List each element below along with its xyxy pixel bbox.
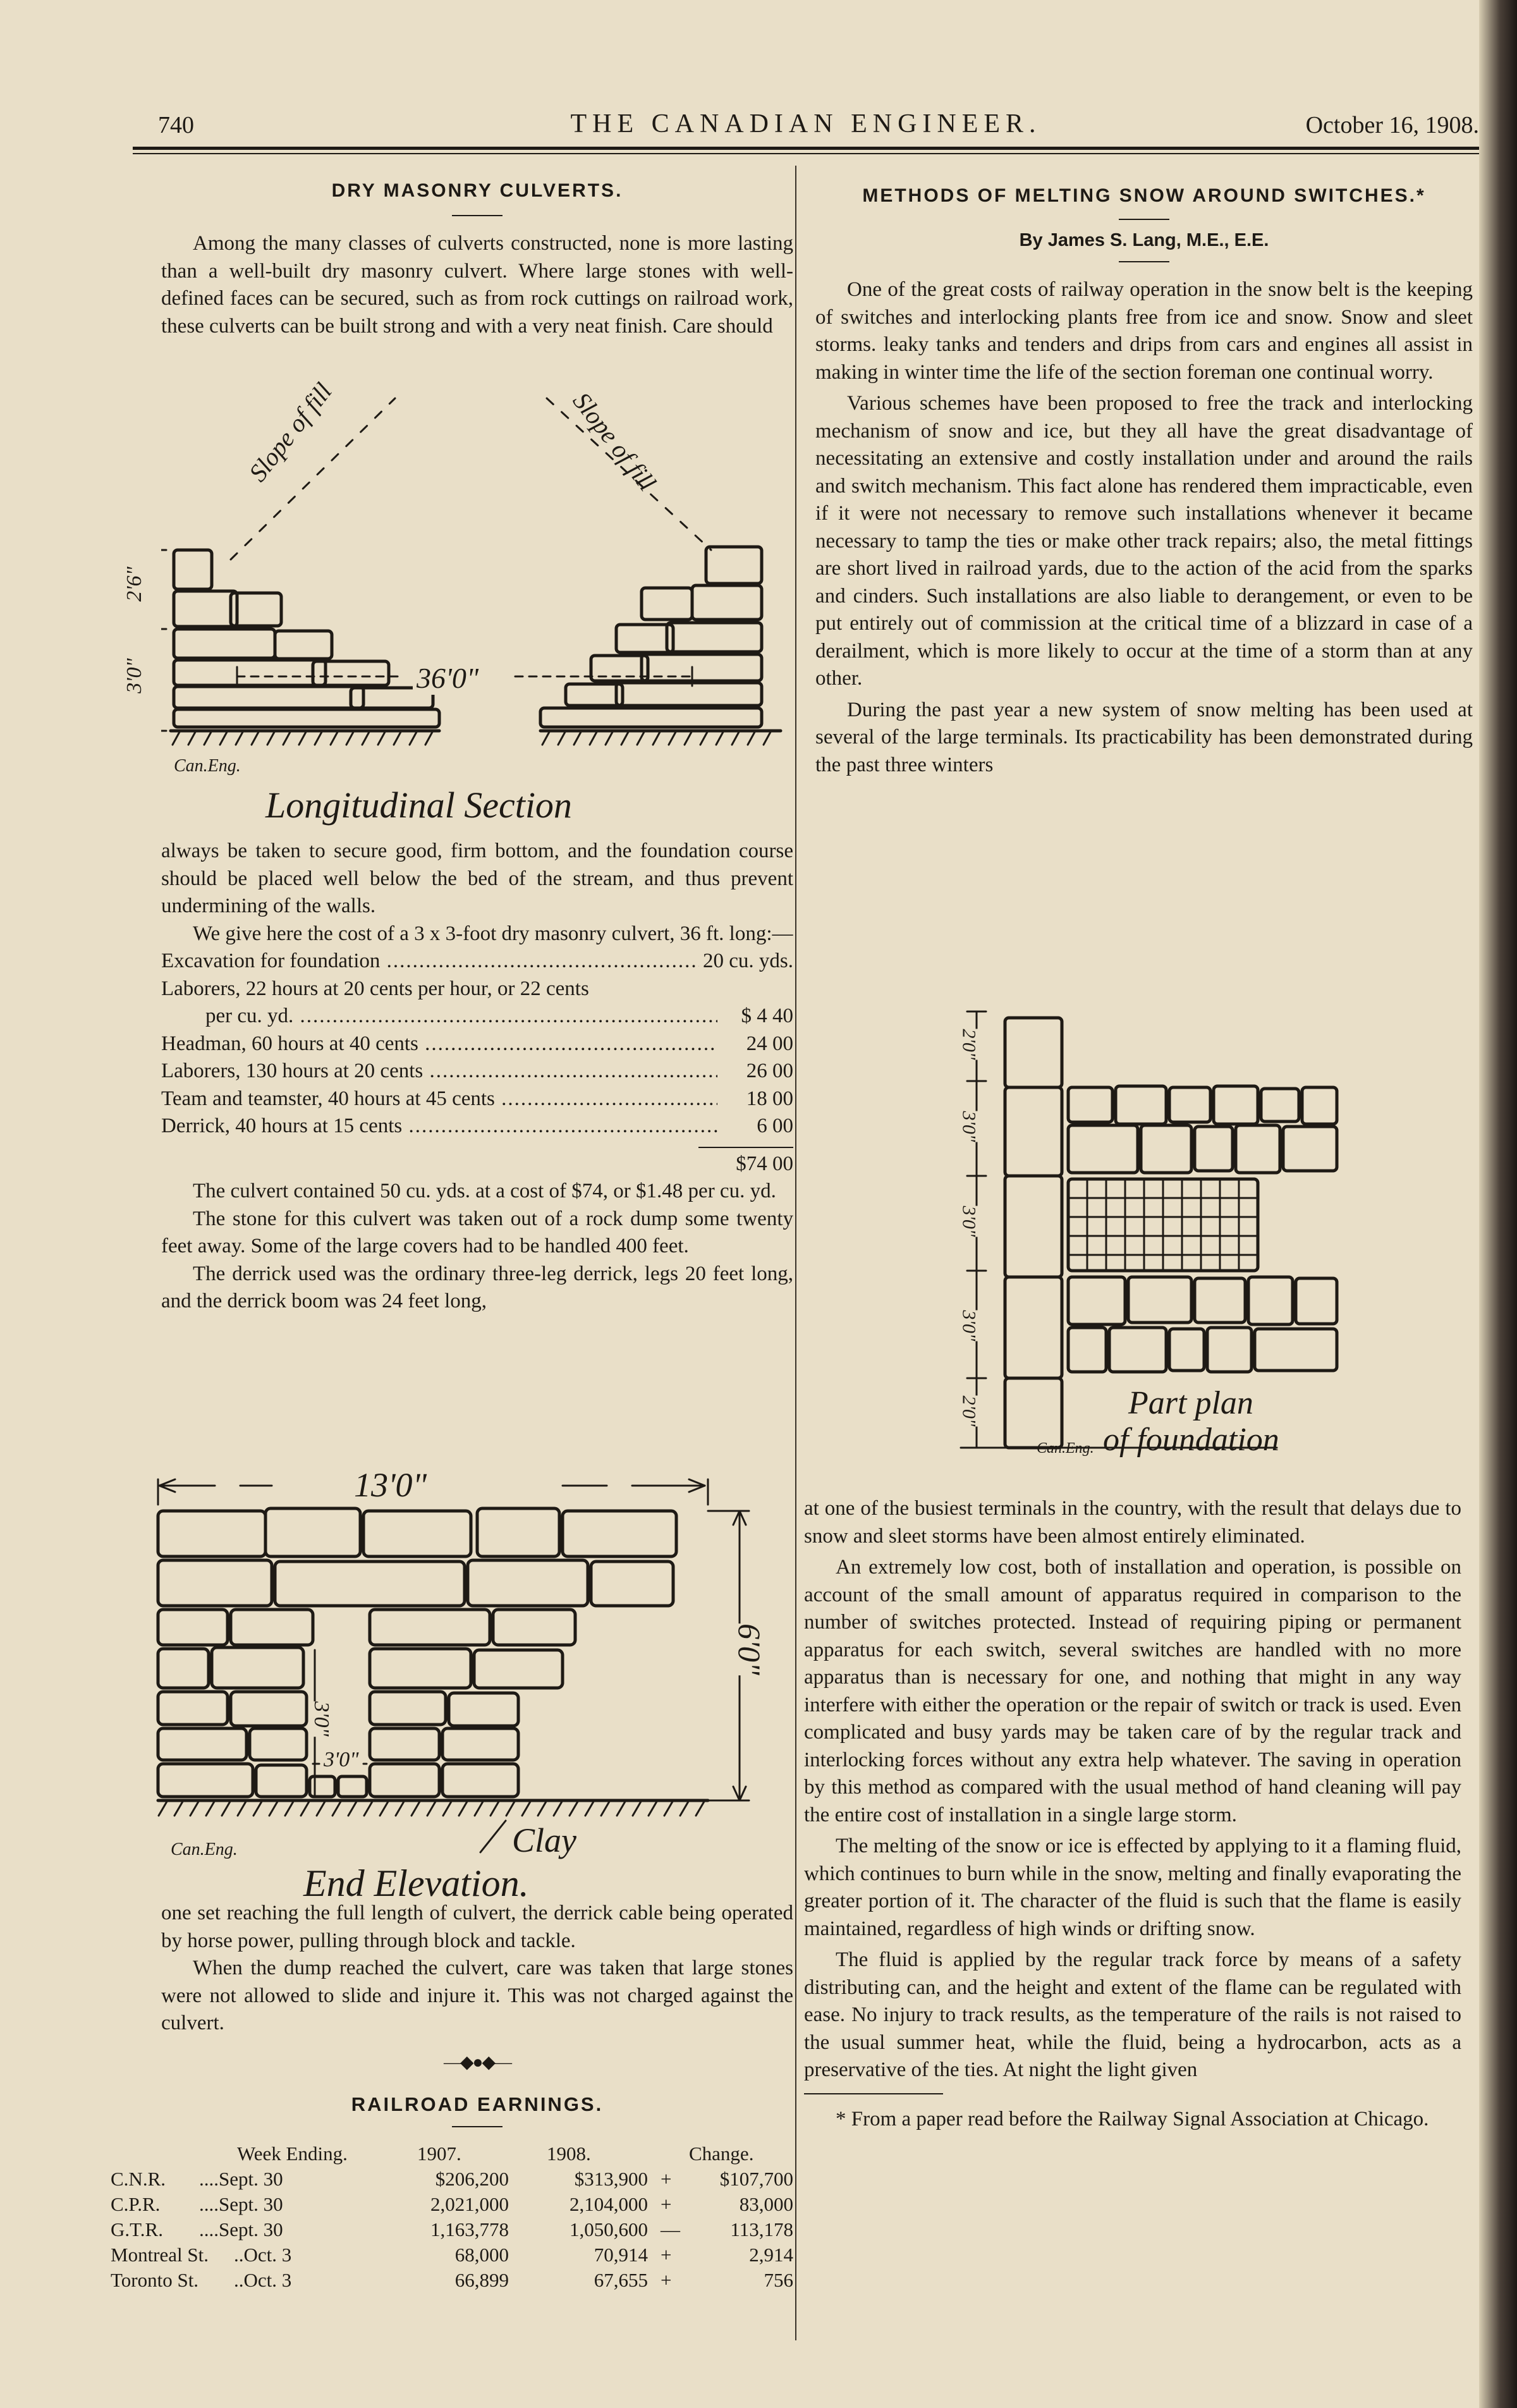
- dim-height-upper: 2'6": [122, 566, 146, 602]
- heading-rule: [452, 2126, 503, 2127]
- cost-row: per cu. yd. ..... $ 4 40: [161, 1003, 793, 1030]
- article-heading-snow: METHODS OF MELTING SNOW AROUND SWITCHES.*: [862, 185, 1426, 206]
- dim-plan-2: 3'0": [958, 1111, 980, 1142]
- figure-end-elevation: [152, 1467, 784, 1909]
- snow-paragraph-1: One of the great costs of railway operation in the snow belt is the keeping of switches and interlocking plants free from ice and snow. Snow and sleet storms. leaky tanks and tenders and drips from cars and engines all assist in making in winter time the life of the section foreman one continual worry.: [815, 278, 1473, 384]
- dim-height: 6'0": [731, 1623, 767, 1675]
- figure-credit-2: Can.Eng.: [171, 1840, 238, 1859]
- dim-plan-5: 2'0": [958, 1395, 980, 1427]
- running-header: [133, 106, 1479, 144]
- culverts-paragraph-7: one set reaching the full length of culvert, the derrick cable being operated by horse power, pulling through block and tackle.: [161, 1902, 793, 1952]
- earnings-header-row: [161, 2141, 793, 2167]
- total-rule: [698, 1147, 793, 1148]
- col-header-change: Change.: [689, 2142, 754, 2165]
- figure-credit-3: Can.Eng.: [1037, 1440, 1094, 1457]
- article-heading-culverts: DRY MASONRY CULVERTS.: [331, 180, 623, 201]
- page-number: 740: [158, 112, 194, 138]
- header-rule: [133, 147, 1479, 150]
- cost-row: Laborers, 22 hours at 20 cents per hour, or 22 cents: [161, 977, 589, 1000]
- dim-opening-width: 3'0": [321, 1748, 362, 1772]
- right-column-top: [815, 183, 1473, 779]
- table-row: Toronto St. ..Oct. 3 66,899 67,655 + 756: [111, 2268, 793, 2291]
- snow-paragraph-4: at one of the busiest terminals in the country, with the result that delays due to snow and sleet storms have been almost entirely eliminated.: [804, 1497, 1461, 1548]
- header-rule-thin: [133, 153, 1479, 154]
- figure-caption-end-elevation: End Elevation.: [303, 1862, 529, 1904]
- col-header-1908: 1908.: [547, 2142, 591, 2165]
- figure-credit: Can.Eng.: [174, 756, 241, 776]
- snow-paragraph-5: An extremely low cost, both of installation and operation, is possible on account of the small amount of apparatus required in comparison to the number of switches protected. Instead of requiring piping or permanent apparatus for each switch, several switches are handled with no more apparatus than is necessary for one, and nothing that might in any way interfere with either the operation or the repair of switch or track is used. Even complicated and busy yards may be taken care of by the regular track and interlocking forces without any extra help whatever. The saving in operation by this method as compared with the usual method of hand cleaning will pay the entire cost of installation in a single large storm.: [804, 1556, 1461, 1826]
- cost-total: $74 00: [736, 1152, 793, 1175]
- article-heading-earnings: RAILROAD EARNINGS.: [351, 2093, 604, 2115]
- culverts-paragraph-1: Among the many classes of culverts constructed, none is more lasting than a well-built dry masonry culvert. Where large stones with well-defined faces can be secured, such as from rock cuttings on railroad work, these culverts can be built strong and with a very neat finish. Care should: [161, 232, 793, 338]
- culverts-paragraph-6: The derrick used was the ordinary three-leg derrick, legs 20 feet long, and the derrick boom was 24 feet long,: [161, 1262, 793, 1312]
- snow-paragraph-6: The melting of the snow or ice is effected by applying to it a flaming fluid, which continues to burn while in the snow, melting and finally evaporating the greater portion of it. The character of the fluid is such that the flame is easily maintained, regardless of high winds or drifting snow.: [804, 1835, 1461, 1940]
- slope-label-left: Slope of fill: [243, 377, 338, 487]
- figure-caption-longitudinal: Longitudinal Section: [265, 785, 572, 826]
- snow-paragraph-7: The fluid is applied by the regular track force by means of a safety distributing can, and the height and extent of the flame can be regulated with ease. No injury to track results, as the temperature of the rails is not raised to the usual summer heat, while the fluid, being a hydrocarbon, acts as a preservative of the ties. At night the light given: [804, 1948, 1461, 2081]
- cost-row: Derrick, 40 hours at 15 cents ..... 6 00: [161, 1113, 793, 1140]
- culverts-paragraph-2: always be taken to secure good, firm bottom, and the foundation course should be placed well below the bed of the stream, and thus prevent undermining of the walls.: [161, 840, 793, 917]
- dim-plan-1: 2'0": [958, 1029, 980, 1060]
- left-column-middle: [161, 838, 793, 1316]
- table-row: C.N.R. ....Sept. 30 $206,200 $313,900 + $107,700: [111, 2167, 793, 2190]
- culverts-paragraph-3: We give here the cost of a 3 x 3-foot dry masonry culvert, 36 ft. long:—: [193, 922, 793, 945]
- issue-date: October 16, 1908.: [1305, 112, 1479, 138]
- figure-caption-part-plan-1: Part plan: [1128, 1385, 1253, 1421]
- table-row: C.P.R. ....Sept. 30 2,021,000 2,104,000 + 83,000: [111, 2192, 793, 2215]
- table-row: G.T.R. ....Sept. 30 1,163,778 1,050,600 — 113,178: [111, 2218, 793, 2240]
- culverts-paragraph-4: The culvert contained 50 cu. yds. at a cost of $74, or $1.48 per cu. yd.: [193, 1180, 776, 1202]
- cost-row: Team and teamster, 40 hours at 45 cents ..... 18 00: [161, 1085, 793, 1113]
- dim-plan-4: 3'0": [958, 1310, 980, 1342]
- snow-paragraph-2: Various schemes have been proposed to free the track and interlocking mechanism of snow and ice, but they all have the great disadvantage of necessitating an extensive and costly installation under and around the rails and switch mechanism. This fact alone has rendered them impracticable, even if it were not necessary to remove such installations whenever it became necessary to tamp the ties or make other track repairs; also, the metal fittings are short lived in railroad yards, due to the action of the acid from the sparks and cinders. Such installations are also liable to derangement, or even to be put entirely out of commission at the critical time of a blizzard in case of a derailment, which is more likely to occur at the time of a storm than at any other.: [815, 392, 1473, 690]
- figure-part-plan: [948, 1005, 1391, 1460]
- cost-row: Excavation for foundation ..... 20 cu. yds.: [161, 948, 793, 975]
- cost-row: Headman, 60 hours at 40 cents ..... 24 00: [161, 1030, 793, 1058]
- journal-title: THE CANADIAN ENGINEER.: [570, 109, 1042, 138]
- table-row: Montreal St. ..Oct. 3 68,000 70,914 + 2,914: [111, 2243, 793, 2266]
- dim-width: 13'0": [348, 1465, 433, 1505]
- culverts-paragraph-5: The stone for this culvert was taken out of a rock dump some twenty feet away. Some of the large covers had to be handled 400 feet.: [161, 1207, 793, 1257]
- footnote: * From a paper read before the Railway Signal Association at Chicago.: [836, 2107, 1429, 2130]
- left-column-top: [161, 178, 793, 340]
- clay-label: Clay: [512, 1821, 576, 1859]
- col-header-week: Week Ending.: [237, 2142, 348, 2165]
- figure-longitudinal-section: [122, 377, 793, 841]
- slope-label-right: Slope of fill: [567, 386, 662, 497]
- heading-rule: [452, 215, 503, 216]
- page-binding-edge: [1479, 0, 1517, 2408]
- figure-caption-part-plan-2: of foundation: [1103, 1422, 1279, 1458]
- dim-plan-3: 3'0": [958, 1206, 980, 1237]
- heading-rule: [1119, 219, 1169, 220]
- right-column-bottom: [804, 1495, 1461, 2133]
- heading-rule: [1119, 261, 1169, 262]
- dim-height-lower: 3'0": [122, 658, 146, 694]
- byline: By James S. Lang, M.E., E.E.: [1019, 230, 1269, 250]
- cost-table: [161, 948, 793, 1178]
- culverts-paragraph-8: When the dump reached the culvert, care was taken that large stones were not allowed to slide and injure it. This was not charged against the culvert.: [161, 1957, 793, 2034]
- dim-span: 36'0": [413, 661, 482, 695]
- cost-row: Laborers, 130 hours at 20 cents ..... 26 00: [161, 1058, 793, 1085]
- dim-opening-height: 3'0": [309, 1701, 333, 1737]
- column-divider: [795, 166, 796, 2340]
- col-header-1907: 1907.: [417, 2142, 461, 2165]
- left-column-bottom: [111, 1900, 793, 2293]
- footnote-rule: [804, 2093, 943, 2094]
- snow-paragraph-3: During the past year a new system of snow melting has been used at several of the large terminals. Its practicability has been demonstrated during the past three winters: [815, 698, 1473, 776]
- earnings-table: [111, 2141, 793, 2293]
- ornament: —◆●◆—: [444, 2052, 511, 2072]
